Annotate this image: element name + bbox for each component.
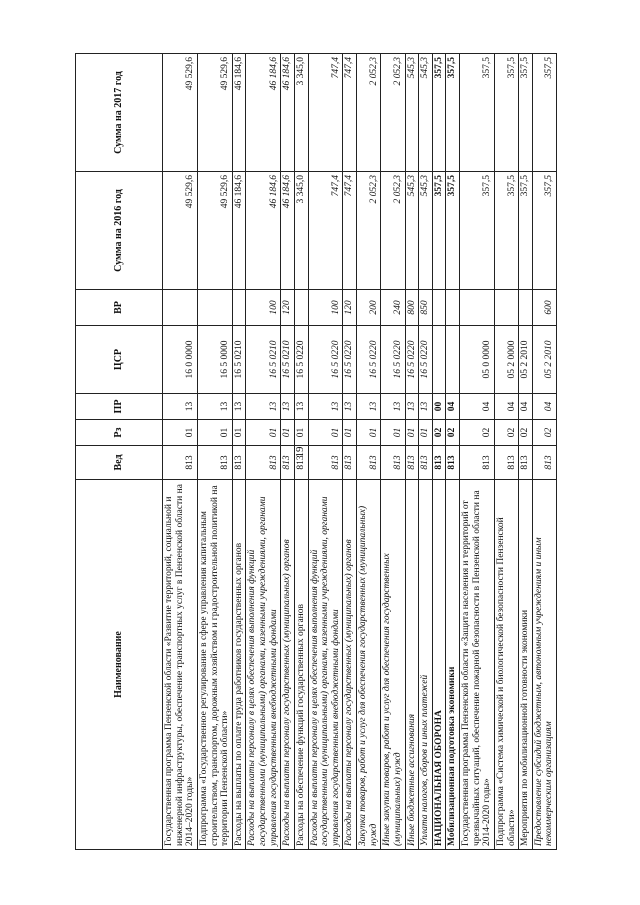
- row-csr: [432, 326, 446, 394]
- row-sum-2017: 357,5: [460, 54, 495, 172]
- table-header-row: [76, 54, 163, 850]
- row-ved: 813: [197, 446, 232, 480]
- row-csr: 16 5 0220: [381, 326, 405, 394]
- row-name: Закупка товаров, работ и услуг для обеспечения государственных (муниципальных) нужд: [357, 480, 381, 850]
- row-pr: 13: [308, 394, 343, 420]
- row-vr: 100: [246, 290, 281, 326]
- row-pr: 13: [343, 394, 357, 420]
- table-row: [460, 54, 495, 850]
- row-name: Иные бюджетные ассигнования: [405, 480, 419, 850]
- row-vr: 240: [381, 290, 405, 326]
- row-sum-2017: 46 184,6: [281, 54, 295, 172]
- row-name: Государственная программа Пензенской области «Развитие территорий, социальной и инженерной инфраструктуры, обеспечение транспортных услуг в Пензенской области на 2014–2020 годы»: [163, 480, 198, 850]
- row-pr: 13: [246, 394, 281, 420]
- row-rz: 01: [281, 420, 295, 446]
- row-pr: 13: [294, 394, 308, 420]
- table-row: [532, 54, 556, 850]
- row-pr: 13: [405, 394, 419, 420]
- row-sum-2017: 3 345,0: [294, 54, 308, 172]
- row-name: Подпрограмма «Система химической и биологической безопасности Пензенской области»: [494, 480, 518, 850]
- table-body: [163, 54, 557, 850]
- row-name: Иные закупки товаров, работ и услуг для обеспечения государственных (муниципальных) нужд: [381, 480, 405, 850]
- row-sum-2016: 747,4: [308, 172, 343, 290]
- row-name: Расходы на выплаты персоналу в целях обеспечения выполнения функций государственными (муниципальными) органами, казенными учреждениями, органами управления государственными внебюджетными фондами: [308, 480, 343, 850]
- row-sum-2017: 747,4: [308, 54, 343, 172]
- row-sum-2017: 357,5: [494, 54, 518, 172]
- row-name: Предоставление субсидий бюджетным, автономным учреждениям и иным некоммерческим организациям: [532, 480, 556, 850]
- table-row: [405, 54, 419, 850]
- row-rz: 02: [446, 420, 460, 446]
- row-name: Мобилизационная подготовка экономики: [446, 480, 460, 850]
- row-ved: 813: [405, 446, 419, 480]
- row-vr: 100: [308, 290, 343, 326]
- row-sum-2017: 46 184,6: [232, 54, 246, 172]
- row-sum-2016: 46 184,6: [281, 172, 295, 290]
- row-ved: 813: [294, 446, 308, 480]
- table-row: [197, 54, 232, 850]
- row-rz: 01: [246, 420, 281, 446]
- row-ved: 813: [232, 446, 246, 480]
- row-name: Расходы на выплаты персоналу в целях обеспечения выполнения функций государственными (муниципальными) органами, казенными учреждениями, органами управления государственными внебюджетными фондами: [246, 480, 281, 850]
- row-pr: 04: [519, 394, 533, 420]
- row-sum-2017: 2 052,3: [357, 54, 381, 172]
- row-vr: 200: [357, 290, 381, 326]
- row-pr: 04: [446, 394, 460, 420]
- row-ved: 813: [446, 446, 460, 480]
- row-sum-2016: 545,3: [419, 172, 433, 290]
- row-ved: 813: [532, 446, 556, 480]
- row-sum-2017: 49 529,6: [163, 54, 198, 172]
- row-ved: 813: [163, 446, 198, 480]
- row-sum-2017: 357,5: [519, 54, 533, 172]
- row-sum-2016: 545,3: [405, 172, 419, 290]
- row-name: Расходы на выплаты по оплате труда работников государственных органов: [232, 480, 246, 850]
- header-pr: ПР: [76, 394, 163, 420]
- row-vr: [294, 290, 308, 326]
- row-vr: [197, 290, 232, 326]
- row-sum-2016: 2 052,3: [357, 172, 381, 290]
- row-vr: 800: [405, 290, 419, 326]
- row-csr: 16 5 0220: [357, 326, 381, 394]
- row-vr: [432, 290, 446, 326]
- row-rz: 01: [163, 420, 198, 446]
- header-rz: Рз: [76, 420, 163, 446]
- page-number: 19: [294, 446, 306, 458]
- row-name: Мероприятия по мобилизационной готовности экономики: [519, 480, 533, 850]
- header-name: Наименование: [76, 480, 163, 850]
- row-pr: 04: [494, 394, 518, 420]
- row-csr: [446, 326, 460, 394]
- row-ved: 813: [381, 446, 405, 480]
- row-rz: 02: [519, 420, 533, 446]
- row-csr: 05 2 2010: [519, 326, 533, 394]
- row-pr: 13: [281, 394, 295, 420]
- row-sum-2016: 357,5: [494, 172, 518, 290]
- row-rz: 01: [308, 420, 343, 446]
- row-sum-2016: 747,4: [343, 172, 357, 290]
- row-ved: 813: [494, 446, 518, 480]
- row-ved: 813: [308, 446, 343, 480]
- row-rz: 01: [357, 420, 381, 446]
- row-csr: 16 0 0000: [163, 326, 198, 394]
- row-pr: 13: [232, 394, 246, 420]
- table-row: [246, 54, 281, 850]
- row-csr: 05 2 2010: [532, 326, 556, 394]
- row-ved: 813: [432, 446, 446, 480]
- row-vr: [446, 290, 460, 326]
- row-vr: [494, 290, 518, 326]
- row-ved: 813: [246, 446, 281, 480]
- header-sum-2016: Сумма на 2016 год: [76, 172, 163, 290]
- table-row: [419, 54, 433, 850]
- row-ved: 813: [460, 446, 495, 480]
- table-row: [281, 54, 295, 850]
- row-ved: 813: [281, 446, 295, 480]
- table-row: [519, 54, 533, 850]
- table-row: [232, 54, 246, 850]
- header-sum-2017: Сумма на 2017 год: [76, 54, 163, 172]
- row-rz: 01: [381, 420, 405, 446]
- row-ved: 813: [357, 446, 381, 480]
- row-sum-2016: 357,5: [532, 172, 556, 290]
- row-rz: 02: [532, 420, 556, 446]
- row-vr: [460, 290, 495, 326]
- budget-table: [75, 53, 557, 850]
- table-row: [446, 54, 460, 850]
- row-rz: 01: [419, 420, 433, 446]
- row-sum-2016: 357,5: [446, 172, 460, 290]
- row-pr: 13: [197, 394, 232, 420]
- row-vr: 120: [281, 290, 295, 326]
- row-name: Государственная программа Пензенской области «Защита населения и территорий от чрезвычайных ситуаций, обеспечение пожарной безопасности в Пензенской области на 2014-2020 годы»: [460, 480, 495, 850]
- row-pr: 13: [381, 394, 405, 420]
- row-sum-2016: 49 529,6: [163, 172, 198, 290]
- row-rz: 02: [494, 420, 518, 446]
- table-row: [308, 54, 343, 850]
- row-vr: [519, 290, 533, 326]
- row-csr: 16 5 0220: [419, 326, 433, 394]
- row-ved: 813: [343, 446, 357, 480]
- row-rz: 02: [460, 420, 495, 446]
- row-csr: 16 5 0220: [405, 326, 419, 394]
- row-sum-2016: 357,5: [460, 172, 495, 290]
- header-ved: Вед: [76, 446, 163, 480]
- row-vr: [232, 290, 246, 326]
- row-ved: 813: [419, 446, 433, 480]
- row-sum-2016: 2 052,3: [381, 172, 405, 290]
- row-rz: 01: [232, 420, 246, 446]
- row-sum-2016: 46 184,6: [246, 172, 281, 290]
- row-csr: 05 2 0000: [494, 326, 518, 394]
- row-sum-2017: 545,3: [419, 54, 433, 172]
- row-vr: 120: [343, 290, 357, 326]
- row-sum-2017: 747,4: [343, 54, 357, 172]
- row-pr: 04: [532, 394, 556, 420]
- row-name: Уплата налогов, сборов и иных платежей: [419, 480, 433, 850]
- row-sum-2017: 357,5: [532, 54, 556, 172]
- row-csr: 16 5 0220: [308, 326, 343, 394]
- row-csr: 16 5 0000: [197, 326, 232, 394]
- table-row: [432, 54, 446, 850]
- row-pr: 13: [357, 394, 381, 420]
- row-pr: 13: [163, 394, 198, 420]
- row-rz: 01: [343, 420, 357, 446]
- row-csr: 16 5 0220: [343, 326, 357, 394]
- table-row: [163, 54, 198, 850]
- table-row: [494, 54, 518, 850]
- row-sum-2016: 357,5: [432, 172, 446, 290]
- row-csr: 16 5 0210: [281, 326, 295, 394]
- table-row: [294, 54, 308, 850]
- row-csr: 16 5 0210: [246, 326, 281, 394]
- row-pr: 04: [460, 394, 495, 420]
- row-sum-2016: 357,5: [519, 172, 533, 290]
- row-sum-2016: 3 345,0: [294, 172, 308, 290]
- header-vr: ВР: [76, 290, 163, 326]
- row-name: Расходы на выплаты персоналу государственных (муниципальных) органов: [343, 480, 357, 850]
- row-rz: 01: [405, 420, 419, 446]
- header-csr: ЦСР: [76, 326, 163, 394]
- row-sum-2017: 545,3: [405, 54, 419, 172]
- row-csr: 05 0 0000: [460, 326, 495, 394]
- row-rz: 01: [294, 420, 308, 446]
- row-name: НАЦИОНАЛЬНАЯ ОБОРОНА: [432, 480, 446, 850]
- row-rz: 02: [432, 420, 446, 446]
- row-sum-2017: 49 529,6: [197, 54, 232, 172]
- row-vr: [163, 290, 198, 326]
- row-csr: 16 5 0210: [232, 326, 246, 394]
- row-sum-2017: 46 184,6: [246, 54, 281, 172]
- row-name: Подпрограмма «Государственное регулирование в сфере управления капитальным строительством, транспортом, дорожным хозяйством и градостроительной политикой на территории Пензенской области»: [197, 480, 232, 850]
- row-sum-2017: 357,5: [446, 54, 460, 172]
- row-pr: 13: [419, 394, 433, 420]
- row-sum-2016: 49 529,6: [197, 172, 232, 290]
- row-ved: 813: [519, 446, 533, 480]
- table-row: [343, 54, 357, 850]
- row-name: Расходы на выплаты персоналу государственных (муниципальных) органов: [281, 480, 295, 850]
- row-sum-2017: 2 052,3: [381, 54, 405, 172]
- row-vr: 600: [532, 290, 556, 326]
- row-name: Расходы на обеспечение функций государственных органов: [294, 480, 308, 850]
- row-csr: 16 5 0220: [294, 326, 308, 394]
- row-pr: 00: [432, 394, 446, 420]
- row-sum-2017: 357,5: [432, 54, 446, 172]
- rotated-page-content: [75, 54, 605, 850]
- row-sum-2016: 46 184,6: [232, 172, 246, 290]
- table-row: [357, 54, 381, 850]
- table-row: [381, 54, 405, 850]
- row-vr: 850: [419, 290, 433, 326]
- row-rz: 01: [197, 420, 232, 446]
